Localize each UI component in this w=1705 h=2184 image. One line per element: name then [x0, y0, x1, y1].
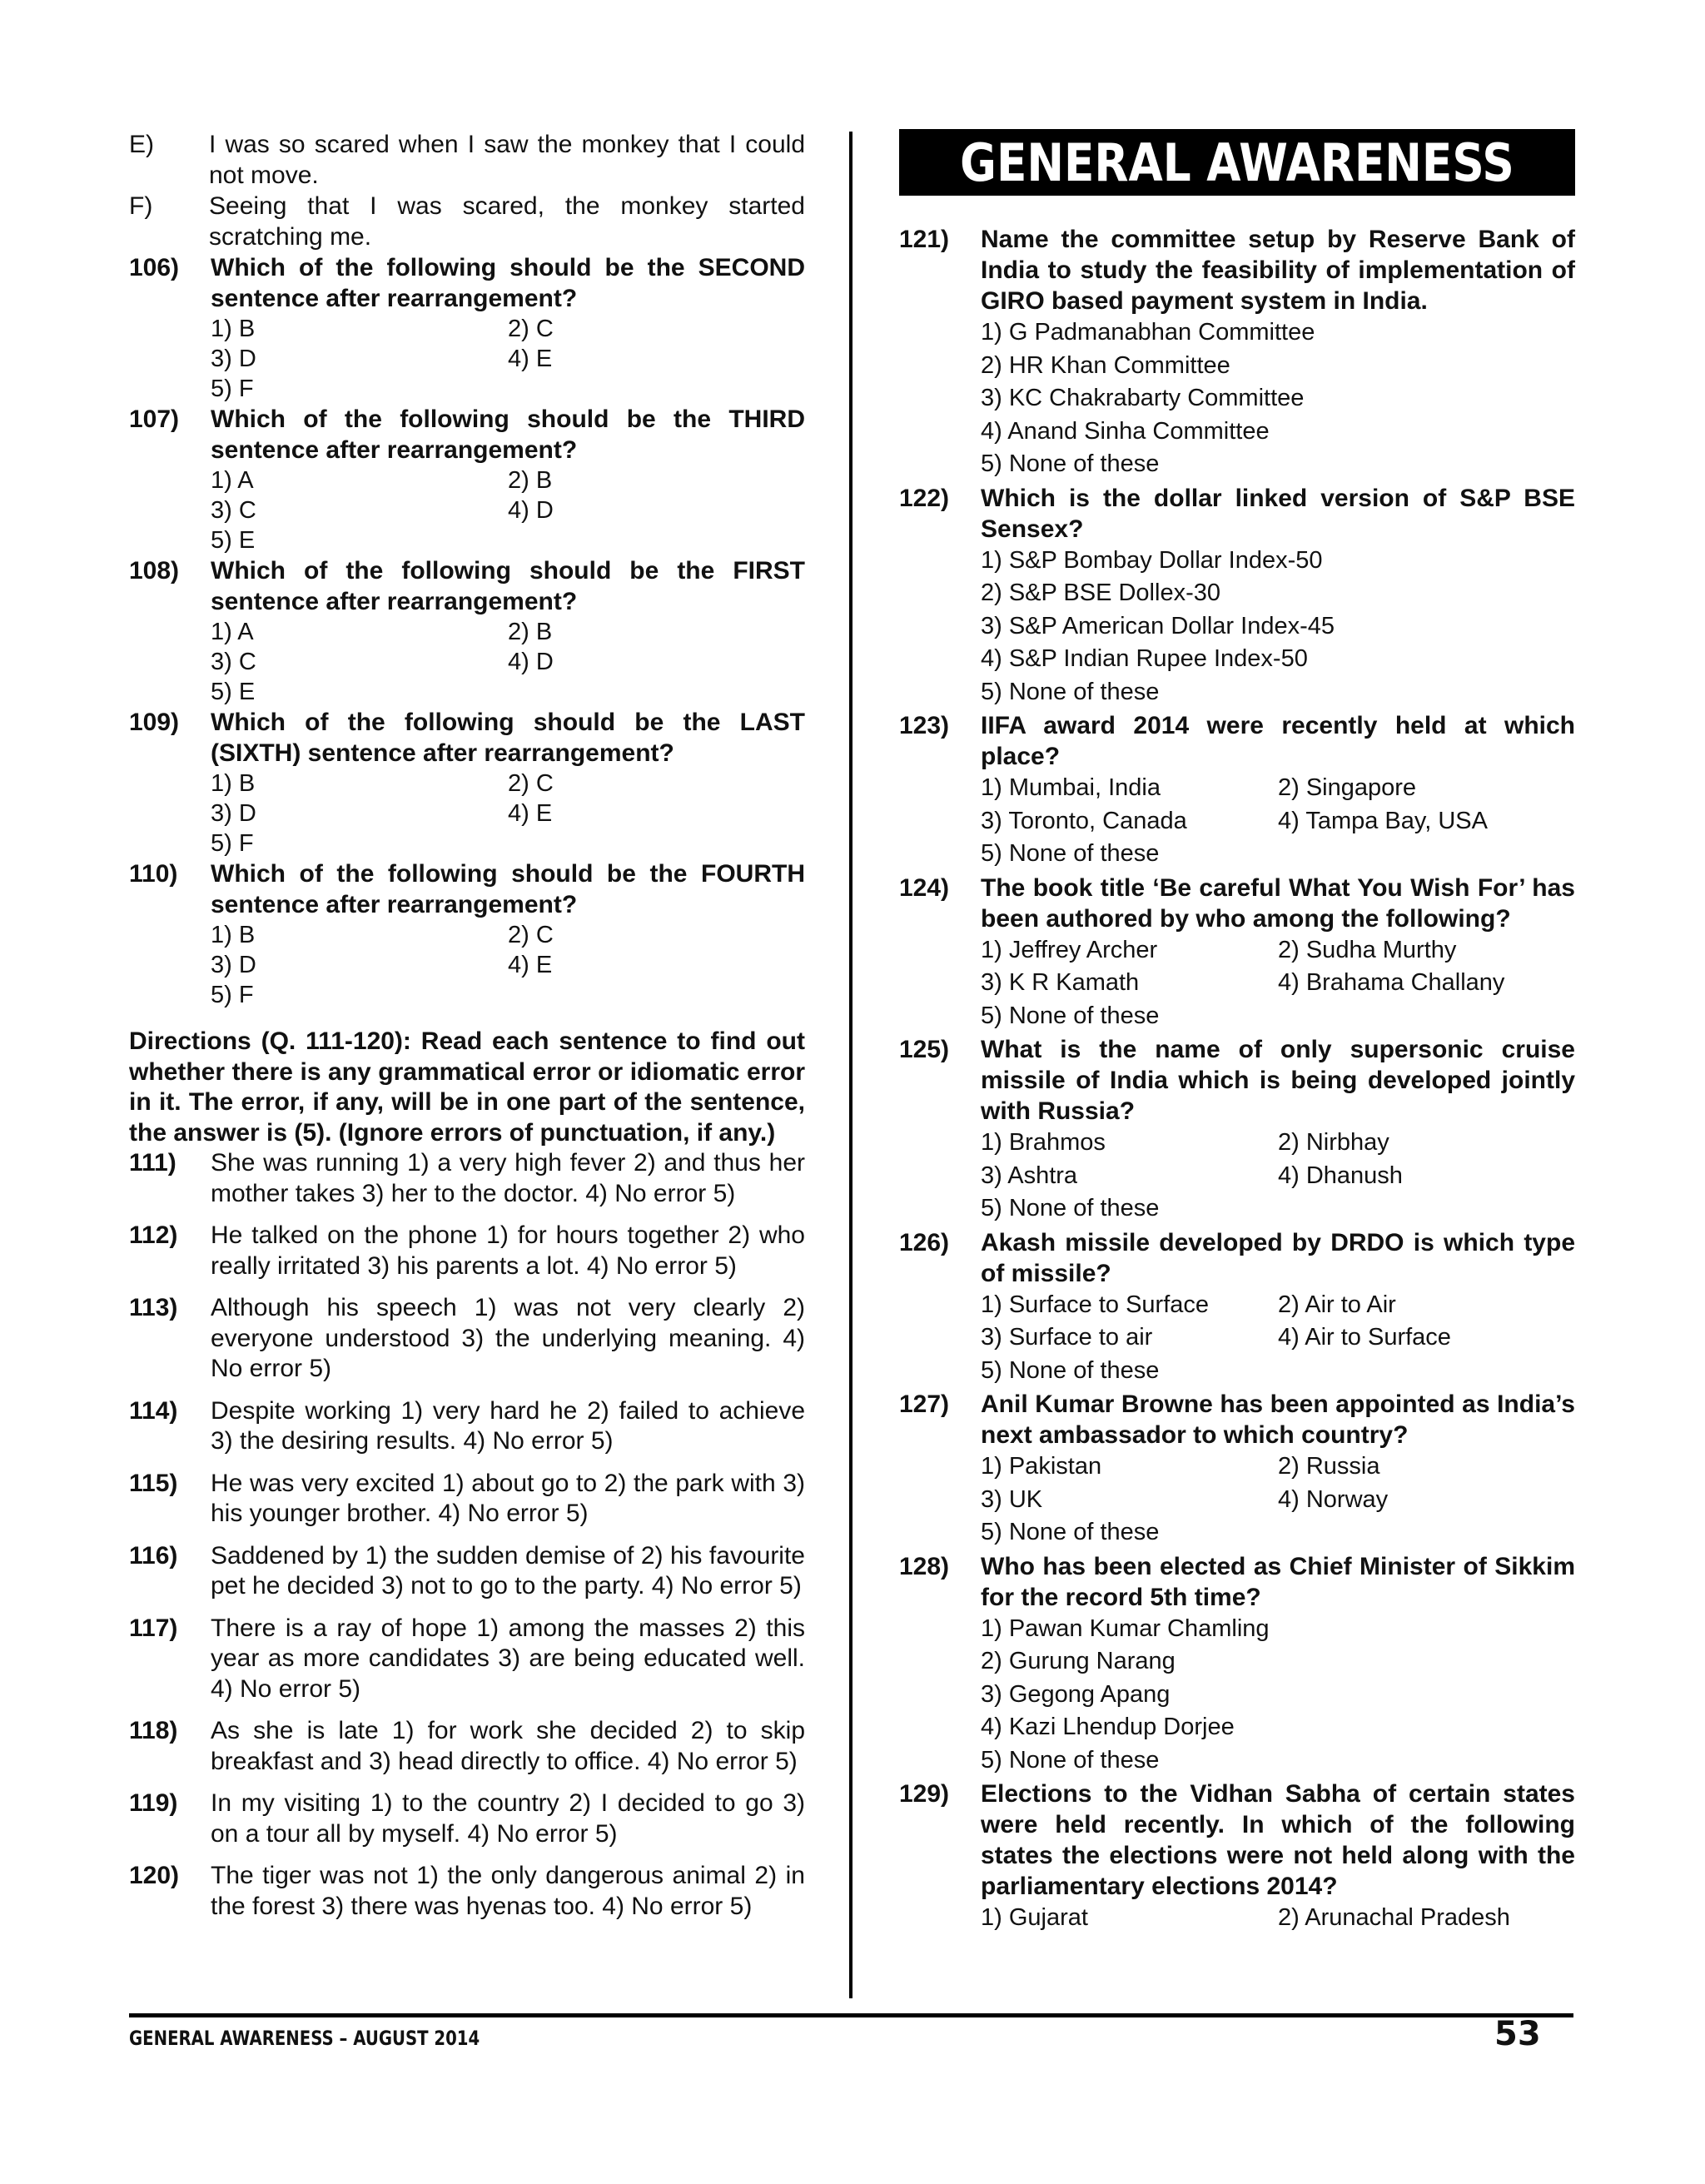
question-number: 129) — [899, 1780, 950, 1808]
option-item: 4) Norway — [1278, 1485, 1389, 1513]
option-item: 5) F — [211, 982, 254, 1008]
option-list — [211, 465, 805, 555]
question-text: Saddened by 1) the sudden demise of 2) his favourite pet he decided 3) not to go to the party. 4) No error 5) — [211, 1541, 805, 1599]
question-item — [129, 707, 805, 858]
question-body — [981, 1779, 1575, 1935]
question-number: 127) — [899, 1390, 950, 1418]
question-text: The tiger was not 1) the only dangerous animal 2) in the forest 3) there was hyenas too. 4) No error 5) — [211, 1862, 805, 1920]
option-item: 5) E — [211, 527, 256, 554]
option-item: 3) D — [211, 346, 256, 372]
option-item: 2) B — [508, 467, 553, 494]
column-divider — [849, 132, 852, 1998]
question-body — [211, 555, 805, 707]
option-item: 2) Nirbhay — [1278, 1129, 1389, 1156]
option-item: 1) G Padmanabhan Committee — [981, 319, 1315, 346]
question-number: 110) — [129, 860, 178, 888]
question-number: 117) — [129, 1614, 178, 1642]
error-question-item — [129, 1148, 805, 1209]
footer-rule — [129, 2013, 1573, 2017]
option-item: 1) A — [211, 467, 254, 494]
question-number: 116) — [129, 1541, 178, 1570]
option-item: 5) None of these — [981, 1195, 1160, 1221]
directions-text: Directions (Q. 111-120): Read each sentence to find out whether there is any grammatical error or idiomatic error in it. The error, if any, will be in one part of the sentence, the answer is (5). (Ignore errors of punctuation, if any.) — [129, 1027, 805, 1147]
option-item: 2) C — [508, 770, 554, 797]
question-text: As she is late 1) for work she decided 2) to skip breakfast and 3) head directly to office. 4) No error 5) — [211, 1717, 805, 1775]
option-item: 1) Surface to Surface — [981, 1291, 1210, 1318]
question-number: 119) — [129, 1789, 178, 1817]
question-item — [899, 483, 1575, 709]
option-item: 3) K R Kamath — [981, 969, 1140, 996]
option-item: 4) Air to Surface — [1278, 1324, 1451, 1351]
option-item: 4) S&P Indian Rupee Index-50 — [981, 645, 1308, 672]
option-list — [981, 772, 1575, 871]
option-item: 1) Pakistan — [981, 1453, 1102, 1480]
option-item: 2) Air to Air — [1278, 1291, 1396, 1318]
section-banner — [899, 129, 1575, 196]
question-item — [899, 710, 1575, 871]
question-body — [981, 873, 1575, 1033]
question-body — [981, 1389, 1575, 1550]
option-item: 2) B — [508, 619, 553, 645]
question-item — [899, 224, 1575, 481]
question-text: She was running 1) a very high fever 2) and thus her mother takes 3) her to the doctor. 4) No error 5) — [211, 1149, 805, 1207]
option-list — [981, 934, 1575, 1033]
option-item: 3) Toronto, Canada — [981, 807, 1187, 834]
option-item: 5) None of these — [981, 1519, 1160, 1545]
question-item — [129, 555, 805, 707]
sentence-item — [129, 129, 805, 191]
question-item — [129, 404, 805, 555]
question-body — [211, 858, 805, 1010]
error-question-item — [129, 1293, 805, 1385]
option-list — [981, 545, 1575, 709]
question-stem: Which of the following should be the LAST (SIXTH) sentence after rearrangement? — [211, 709, 805, 767]
option-item: 1) Mumbai, India — [981, 774, 1161, 801]
question-item — [899, 1779, 1575, 1935]
question-item — [899, 1551, 1575, 1778]
option-item: 4) Tampa Bay, USA — [1278, 807, 1488, 834]
question-body — [981, 1551, 1575, 1778]
question-stem: Which of the following should be the FIRST sentence after rearrangement? — [211, 557, 805, 615]
question-stem: Who has been elected as Chief Minister of Sikkim for the record 5th time? — [981, 1552, 1575, 1611]
question-stem: Which is the dollar linked version of S&P BSE Sensex? — [981, 484, 1575, 543]
error-question-item — [129, 1788, 805, 1849]
option-item: 5) F — [211, 830, 254, 857]
question-text: There is a ray of hope 1) among the masses 2) this year as more candidates 3) are being educated well. 4) No error 5) — [211, 1614, 805, 1703]
option-list — [981, 316, 1575, 481]
question-stem: Anil Kumar Browne has been appointed as India’s next ambassador to which country? — [981, 1390, 1575, 1449]
question-number: 121) — [899, 226, 950, 253]
question-body — [981, 710, 1575, 871]
question-item — [899, 1227, 1575, 1388]
sentence-text: Seeing that I was scared, the monkey started scratching me. — [209, 192, 805, 251]
option-item: 3) Surface to air — [981, 1324, 1153, 1351]
error-question-item — [129, 1716, 805, 1777]
question-number: 122) — [899, 484, 950, 512]
option-item: 5) F — [211, 376, 254, 402]
error-question-item — [129, 1396, 805, 1457]
question-number: 124) — [899, 873, 950, 902]
question-text: Although his speech 1) was not very clearly 2) everyone understood 3) the underlying meaning. 4) No error 5) — [211, 1294, 805, 1382]
option-item: 3) D — [211, 800, 256, 827]
sentence-text: I was so scared when I saw the monkey that I could not move. — [209, 131, 805, 189]
option-item: 5) None of these — [981, 678, 1160, 705]
question-body — [211, 252, 805, 404]
question-item — [129, 252, 805, 404]
question-stem: Which of the following should be the FOURTH sentence after rearrangement? — [211, 860, 805, 918]
option-item: 5) None of these — [981, 1002, 1160, 1029]
option-item: 2) Gurung Narang — [981, 1648, 1176, 1674]
rearrangement-questions — [129, 252, 805, 1010]
option-list — [981, 1127, 1575, 1226]
option-item: 4) E — [508, 346, 553, 372]
question-item — [899, 1034, 1575, 1226]
option-item: 2) Arunachal Pradesh — [1278, 1904, 1510, 1931]
option-list — [211, 769, 805, 858]
option-item: 1) Pawan Kumar Chamling — [981, 1614, 1270, 1642]
option-item: 2) Singapore — [1278, 774, 1417, 801]
error-question-item — [129, 1221, 805, 1281]
option-item: 5) E — [211, 679, 256, 705]
question-number: 115) — [129, 1469, 178, 1497]
error-questions — [129, 1148, 805, 1922]
left-column — [129, 129, 805, 1933]
question-number: 128) — [899, 1552, 950, 1580]
option-list — [981, 1450, 1575, 1550]
option-item: 3) UK — [981, 1485, 1043, 1513]
question-number: 123) — [899, 712, 950, 739]
option-item: 2) Russia — [1278, 1453, 1380, 1480]
option-item: 4) E — [508, 800, 553, 827]
question-number: 111) — [129, 1149, 176, 1177]
option-item: 4) Anand Sinha Committee — [981, 417, 1270, 445]
question-stem: What is the name of only supersonic cruise missile of India which is being developed jointly with Russia? — [981, 1036, 1575, 1125]
option-item: 5) None of these — [981, 1356, 1160, 1384]
option-item: 1) Jeffrey Archer — [981, 936, 1158, 963]
option-item: 1) A — [211, 619, 254, 645]
question-number: 112) — [129, 1221, 178, 1249]
question-number: 126) — [899, 1228, 950, 1256]
option-item: 2) C — [508, 316, 554, 342]
error-question-item — [129, 1541, 805, 1602]
option-list — [211, 314, 805, 404]
question-number: 120) — [129, 1862, 180, 1889]
question-stem: The book title ‘Be careful What You Wish For’ has been authored by who among the following? — [981, 873, 1575, 933]
question-text: In my visiting 1) to the country 2) I decided to go 3) on a tour all by myself. 4) No error 5) — [211, 1789, 805, 1848]
question-number: 107) — [129, 405, 180, 433]
section-title: GENERAL AWARENESS — [960, 132, 1514, 193]
option-item: 2) HR Khan Committee — [981, 351, 1230, 379]
question-text: He talked on the phone 1) for hours together 2) who really irritated 3) his parents a lot. 4) No error 5) — [211, 1221, 805, 1280]
option-item: 3) S&P American Dollar Index-45 — [981, 612, 1335, 639]
option-item: 1) Gujarat — [981, 1904, 1088, 1931]
general-awareness-questions — [899, 224, 1575, 1935]
question-number: 108) — [129, 557, 180, 585]
question-text: Despite working 1) very hard he 2) failed to achieve 3) the desiring results. 4) No error 5) — [211, 1396, 805, 1455]
option-item: 1) B — [211, 770, 256, 797]
question-body — [981, 224, 1575, 481]
option-list — [211, 617, 805, 707]
option-item: 4) Dhanush — [1278, 1162, 1403, 1189]
option-list — [981, 1613, 1575, 1778]
sentence-label: F) — [129, 192, 153, 220]
option-item: 3) D — [211, 952, 256, 978]
question-body — [981, 483, 1575, 709]
question-number: 113) — [129, 1294, 178, 1321]
question-body — [981, 1034, 1575, 1226]
error-question-item — [129, 1614, 805, 1705]
question-text: He was very excited 1) about go to 2) the park with 3) his younger brother. 4) No error 5) — [211, 1469, 805, 1527]
option-item: 2) S&P BSE Dollex-30 — [981, 580, 1220, 606]
sentence-list — [129, 129, 805, 252]
option-item: 1) S&P Bombay Dollar Index-50 — [981, 546, 1323, 574]
question-number: 109) — [129, 709, 180, 736]
option-item: 4) D — [508, 497, 554, 524]
option-item: 3) Ashtra — [981, 1162, 1078, 1189]
option-item: 5) None of these — [981, 840, 1160, 867]
option-list — [981, 1289, 1575, 1388]
right-column — [899, 129, 1575, 1937]
error-question-item — [129, 1469, 805, 1530]
option-item: 5) None of these — [981, 1746, 1160, 1774]
option-item: 3) KC Chakrabarty Committee — [981, 385, 1305, 411]
option-list — [981, 1902, 1575, 1935]
option-item: 4) D — [508, 649, 554, 675]
question-number: 125) — [899, 1036, 950, 1063]
option-list — [211, 920, 805, 1010]
footer-title: GENERAL AWARENESS – AUGUST 2014 — [129, 2027, 480, 2050]
sentence-item — [129, 191, 805, 252]
question-number: 114) — [129, 1396, 178, 1425]
question-body — [211, 707, 805, 858]
question-number: 106) — [129, 254, 180, 281]
error-question-item — [129, 1861, 805, 1922]
sentence-label: E) — [129, 131, 154, 158]
option-item: 3) C — [211, 649, 256, 675]
page-number: 53 — [1494, 2015, 1541, 2053]
option-item: 4) Brahama Challany — [1278, 969, 1505, 996]
question-item — [129, 858, 805, 1010]
question-stem: Which of the following should be the SECOND sentence after rearrangement? — [211, 254, 805, 312]
question-body — [211, 404, 805, 555]
option-item: 3) C — [211, 497, 256, 524]
question-stem: Which of the following should be the THIRD sentence after rearrangement? — [211, 405, 805, 464]
option-item: 4) Kazi Lhendup Dorjee — [981, 1714, 1235, 1740]
option-item: 2) C — [508, 922, 554, 948]
option-item: 1) Brahmos — [981, 1129, 1106, 1156]
option-item: 3) Gegong Apang — [981, 1680, 1171, 1708]
question-number: 118) — [129, 1717, 178, 1744]
question-stem: IIFA award 2014 were recently held at which place? — [981, 712, 1575, 770]
question-stem: Name the committee setup by Reserve Bank of India to study the feasibility of implementation of GIRO based payment system in India. — [981, 226, 1575, 315]
question-body — [981, 1227, 1575, 1388]
option-item: 5) None of these — [981, 450, 1160, 477]
option-item: 1) B — [211, 316, 256, 342]
question-item — [899, 1389, 1575, 1550]
question-stem: Elections to the Vidhan Sabha of certain states were held recently. In which of the following states the elections were not held along with the parliamentary elections 2014? — [981, 1780, 1575, 1900]
option-item: 1) B — [211, 922, 256, 948]
question-item — [899, 873, 1575, 1033]
question-stem: Akash missile developed by DRDO is which type of missile? — [981, 1228, 1575, 1287]
option-item: 2) Sudha Murthy — [1278, 936, 1457, 963]
option-item: 4) E — [508, 952, 553, 978]
